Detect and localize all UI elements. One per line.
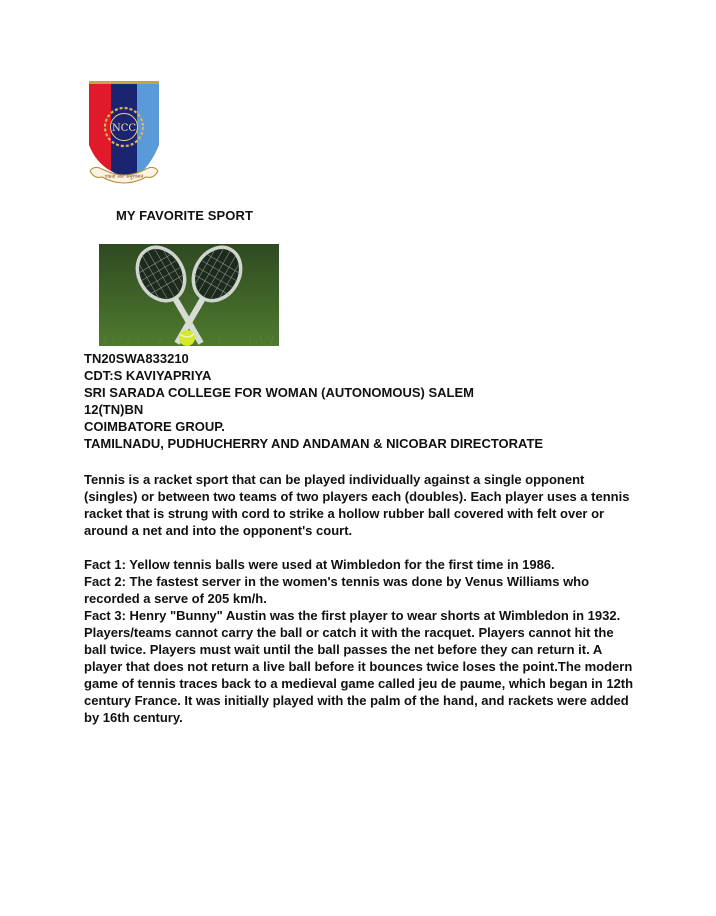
text-line: racket that is strung with cord to strike a hollow rubber ball covered with felt over or (84, 506, 605, 521)
info-line: TAMILNADU, PUDHUCHERRY AND ANDAMAN & NICOBAR DIRECTORATE (84, 436, 544, 451)
info-line: 12(TN)BN (84, 402, 144, 417)
text-line: Fact 3: Henry "Bunny" Austin was the first player to wear shorts at Wimbledon in 1932. (84, 608, 621, 623)
facts-paragraph (84, 556, 644, 726)
page-heading: MY FAVORITE SPORT (116, 208, 254, 223)
text-line: player that does not return a live ball before it bounces twice loses the point.The modern (84, 659, 633, 674)
info-line: SRI SARADA COLLEGE FOR WOMAN (AUTONOMOUS) SALEM (84, 385, 474, 400)
cadet-info (84, 350, 644, 452)
ncc-logo (84, 79, 164, 191)
text-line: game of tennis traces back to a medieval game called jeu de paume, which began in 12th (84, 676, 634, 691)
text-line: around a net and into the opponent's court. (84, 523, 353, 538)
logo-emblem-text: NCC (111, 123, 137, 134)
intro-paragraph (84, 471, 644, 539)
info-line: TN20SWA833210 (84, 351, 189, 366)
tennis-photo (99, 244, 279, 346)
info-line: COIMBATORE GROUP. (84, 419, 225, 434)
text-line: recorded a serve of 205 km/h. (84, 591, 267, 606)
text-line: ball twice. Players must wait until the ball passes the net before they can return it. A (84, 642, 603, 657)
text-line: Fact 2: The fastest server in the women's tennis was done by Venus Williams who (84, 574, 590, 589)
text-line: by 16th century. (84, 710, 183, 725)
text-line: Players/teams cannot carry the ball or catch it with the racquet. Players cannot hit the (84, 625, 614, 640)
text-line: Tennis is a racket sport that can be played individually against a single opponent (84, 472, 585, 487)
text-line: century France. It was initially played with the palm of the hand, and rackets were added (84, 693, 629, 708)
logo-motto: एकता और अनुशासन (104, 174, 144, 180)
info-line: CDT:S KAVIYAPRIYA (84, 368, 212, 383)
text-line: (singles) or between two teams of two players each (doubles). Each player uses a tennis (84, 489, 630, 504)
text-line: Fact 1: Yellow tennis balls were used at Wimbledon for the first time in 1986. (84, 557, 555, 572)
